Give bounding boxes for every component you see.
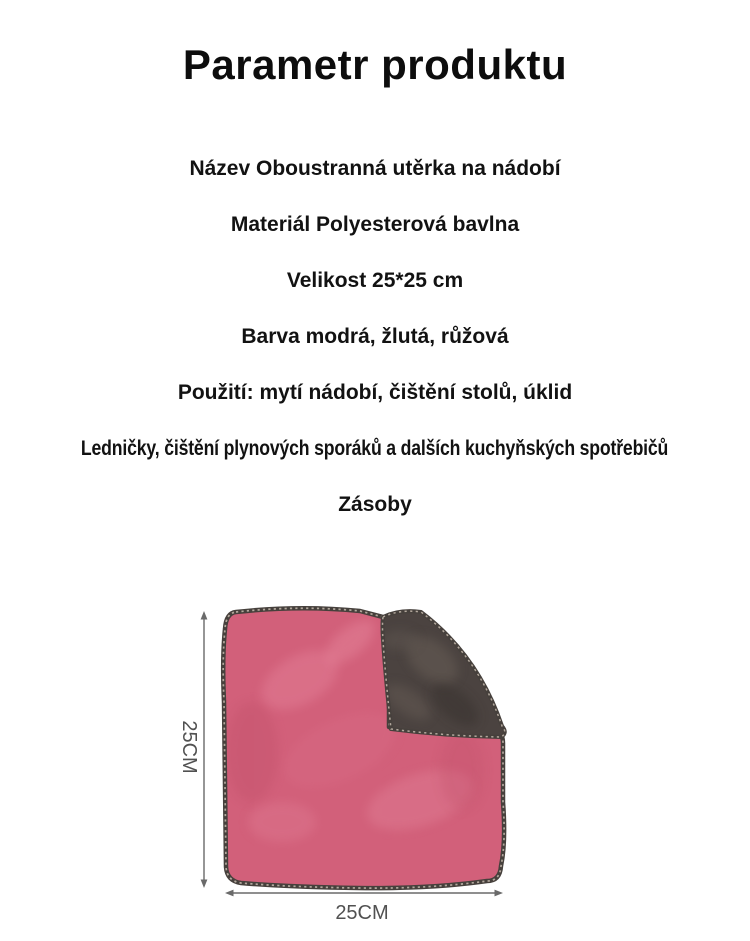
spec-line-text: Materiál Polyesterová bavlna	[230, 213, 520, 236]
height-dimension-label: 25CM	[178, 720, 200, 774]
height-dimension-arrow	[201, 611, 208, 888]
spec-line-text: Použití: mytí nádobí, čištění stolů, úklid	[177, 381, 573, 404]
width-dimension-label: 25CM	[335, 902, 389, 924]
spec-line-text: Název Oboustranná utěrka na nádobí	[189, 157, 561, 180]
spec-line-text: Velikost 25*25 cm	[286, 269, 464, 292]
spec-line-text: Zásoby	[338, 493, 412, 516]
spec-line-text: Barva modrá, žlutá, růžová	[241, 325, 509, 348]
width-dimension-arrow	[225, 890, 503, 897]
spec-line-text: Ledničky, čištění plynových sporáků a dalších kuchyňských spotřebičů	[81, 437, 669, 460]
page-title: Parametr produktu	[182, 41, 568, 88]
